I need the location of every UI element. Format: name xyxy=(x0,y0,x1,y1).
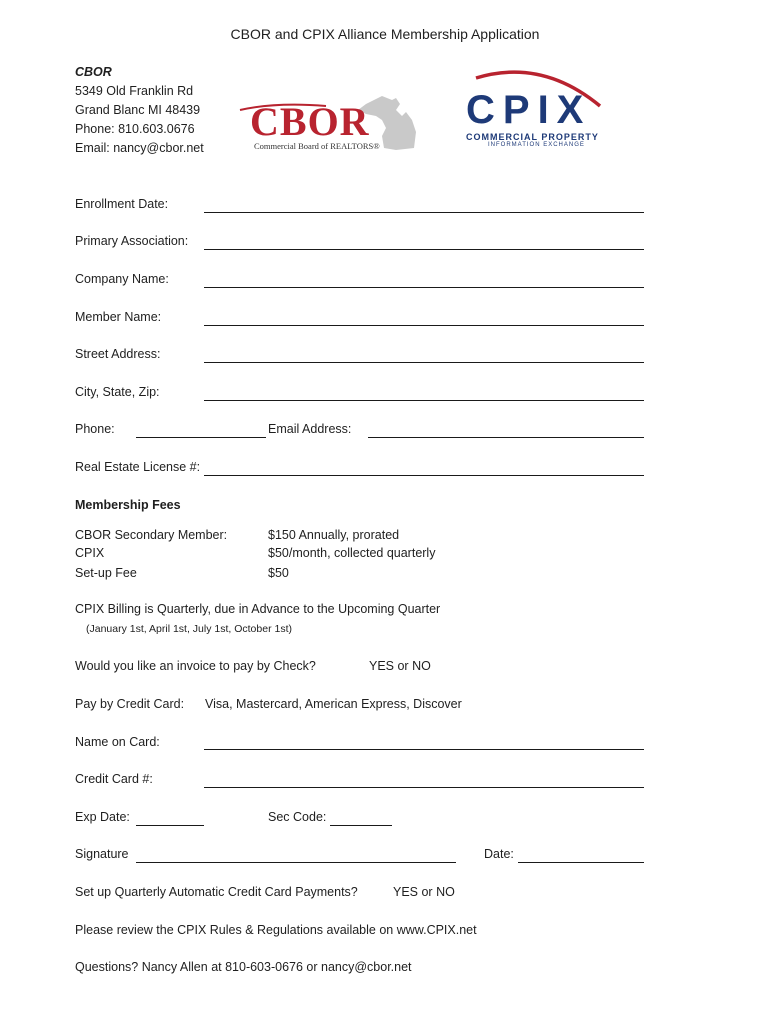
member-name-field[interactable] xyxy=(204,325,644,326)
fees-heading: Membership Fees xyxy=(75,498,181,512)
exp-date-label: Exp Date: xyxy=(75,810,130,824)
street-address-field[interactable] xyxy=(204,362,644,363)
primary-association-field[interactable] xyxy=(204,249,644,250)
fee-value: $50 xyxy=(268,566,289,580)
license-label: Real Estate License #: xyxy=(75,460,201,474)
company-name-field[interactable] xyxy=(204,287,644,288)
company-name-label: Company Name: xyxy=(75,272,169,286)
name-on-card-field[interactable] xyxy=(204,749,644,750)
cbor-logo xyxy=(236,92,422,156)
date-field[interactable] xyxy=(518,862,644,863)
phone-label: Phone: xyxy=(75,422,115,436)
auto-pay-question: Set up Quarterly Automatic Credit Card Payments? xyxy=(75,885,358,899)
exp-date-field[interactable] xyxy=(136,825,204,826)
cpix-logo-line1: COMMERCIAL PROPERTY xyxy=(466,132,599,142)
date-label: Date: xyxy=(484,847,514,861)
city-state-zip-label: City, State, Zip: xyxy=(75,385,160,399)
member-name-label: Member Name: xyxy=(75,310,162,324)
cpix-logo xyxy=(462,64,612,154)
org-address-line1: 5349 Old Franklin Rd xyxy=(75,84,194,98)
credit-card-types: Visa, Mastercard, American Express, Discover xyxy=(205,697,462,711)
fee-label: CPIX xyxy=(75,546,105,560)
enrollment-date-field[interactable] xyxy=(204,212,644,213)
org-phone: Phone: 810.603.0676 xyxy=(75,122,195,136)
credit-card-label: Pay by Credit Card: xyxy=(75,697,185,711)
street-address-label: Street Address: xyxy=(75,347,161,361)
email-address-field[interactable] xyxy=(368,437,644,438)
billing-dates: (January 1st, April 1st, July 1st, October 1st) xyxy=(86,623,292,635)
primary-association-label: Primary Association: xyxy=(75,234,189,248)
signature-label: Signature xyxy=(75,847,129,861)
cbor-logo-text: CBOR xyxy=(250,99,370,144)
auto-pay-yes-no[interactable]: YES or NO xyxy=(393,885,455,899)
invoice-question: Would you like an invoice to pay by Check? xyxy=(75,659,316,673)
page-title: CBOR and CPIX Alliance Membership Application xyxy=(230,26,540,42)
cpix-logo-text: CPIX xyxy=(466,88,592,132)
sec-code-label: Sec Code: xyxy=(268,810,327,824)
invoice-yes-no[interactable]: YES or NO xyxy=(369,659,431,673)
org-email: Email: nancy@cbor.net xyxy=(75,141,204,155)
phone-field[interactable] xyxy=(136,437,266,438)
fee-label: CBOR Secondary Member: xyxy=(75,528,228,542)
fee-label: Set-up Fee xyxy=(75,566,137,580)
rules-note: Please review the CPIX Rules & Regulations available on www.CPIX.net xyxy=(75,923,477,937)
cpix-logo-line2: INFORMATION EXCHANGE xyxy=(488,142,585,148)
card-number-field[interactable] xyxy=(204,787,644,788)
org-name: CBOR xyxy=(75,65,112,79)
sec-code-field[interactable] xyxy=(330,825,392,826)
signature-field[interactable] xyxy=(136,862,456,863)
cbor-logo-tagline: Commercial Board of REALTORS® xyxy=(254,141,380,151)
license-field[interactable] xyxy=(204,475,644,476)
fee-value: $50/month, collected quarterly xyxy=(268,546,436,560)
questions-note: Questions? Nancy Allen at 810-603-0676 or nancy@cbor.net xyxy=(75,960,412,974)
org-address-line2: Grand Blanc MI 48439 xyxy=(75,103,201,117)
enrollment-date-label: Enrollment Date: xyxy=(75,197,169,211)
billing-note: CPIX Billing is Quarterly, due in Advance to the Upcoming Quarter xyxy=(75,602,441,616)
card-number-label: Credit Card #: xyxy=(75,772,153,786)
fee-value: $150 Annually, prorated xyxy=(268,528,400,542)
city-state-zip-field[interactable] xyxy=(204,400,644,401)
name-on-card-label: Name on Card: xyxy=(75,735,160,749)
email-address-label: Email Address: xyxy=(268,422,352,436)
